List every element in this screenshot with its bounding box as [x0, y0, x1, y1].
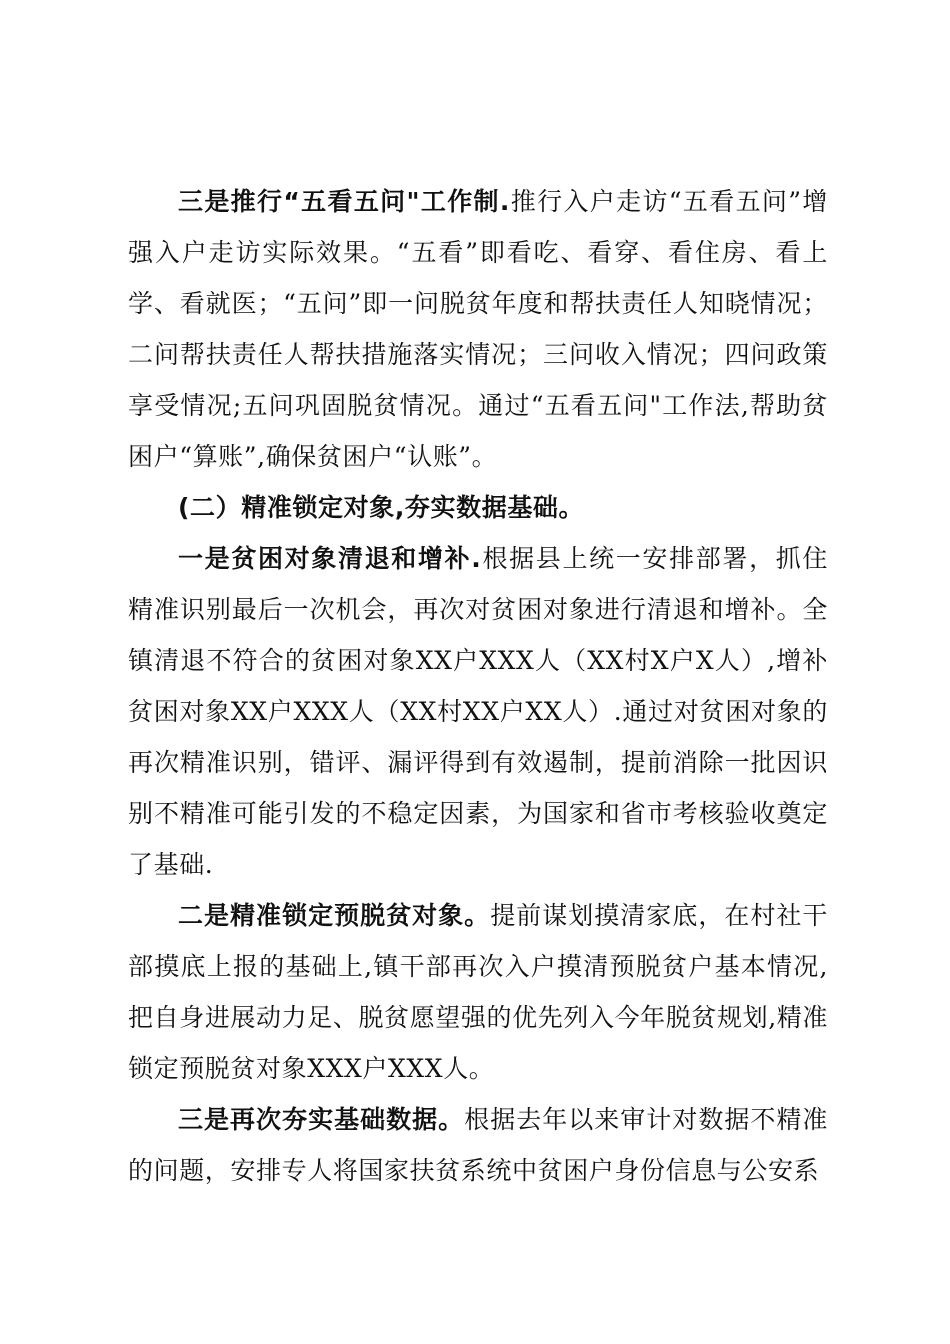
paragraph-lock-pre-exit-targets — [128, 890, 828, 1094]
paragraph-lead: 一是贫困对象清退和增补. — [178, 544, 482, 573]
document-body — [128, 176, 828, 1196]
paragraph-text: 根据县上统一安排部署，抓住精准识别最后一次机会，再次对贫困对象进行清退和增补。全镇清退不符合的贫困对象XX户XXX人（XX村X户X人）,增补贫困对象XX户XXX人（XX村XX户XX人）.通过对贫困对象的再次精准识别，错评、漏评得到有效遏制，提前消除一批因识别不精准可能引发的不稳定因素，为国家和省市考核验收奠定了基础. — [128, 544, 828, 879]
paragraph-text: 推行入户走访“五看五问”增强入户走访实际效果。“五看”即看吃、看穿、看住房、看上学、看就医；“五问”即一问脱贫年度和帮扶责任人知晓情况；二问帮扶责任人帮扶措施落实情况；三问收入情况；四问政策享受情况;五问巩固脱贫情况。通过“五看五问"工作法,帮助贫困户“算账”,确保贫困户“认账”。 — [128, 187, 828, 471]
paragraph-clearance-and-supplement — [128, 533, 828, 890]
paragraph-consolidate-base-data — [128, 1094, 828, 1196]
paragraph-text: 提前谋划摸清家底，在村社干部摸底上报的基础上,镇干部再次入户摸清预脱贫户基本情况,把自身进展动力足、脱贫愿望强的优先列入今年脱贫规划,精准锁定预脱贫对象XXX户XXX人。 — [128, 901, 828, 1083]
section-heading-2: (二）精准锁定对象,夯实数据基础。 — [178, 493, 585, 522]
paragraph-lead: 三是再次夯实基础数据。 — [178, 1105, 465, 1134]
paragraph-lead: 三是推行“五看五问"工作制. — [178, 187, 510, 216]
paragraph-lead: 二是精准锁定预脱贫对象。 — [178, 901, 491, 930]
paragraph-five-looks-five-asks — [128, 176, 828, 482]
paragraph-text: 根据去年以来审计对数据不精准的问题，安排专人将国家扶贫系统中贫困户身份信息与公安系 — [128, 1105, 828, 1185]
